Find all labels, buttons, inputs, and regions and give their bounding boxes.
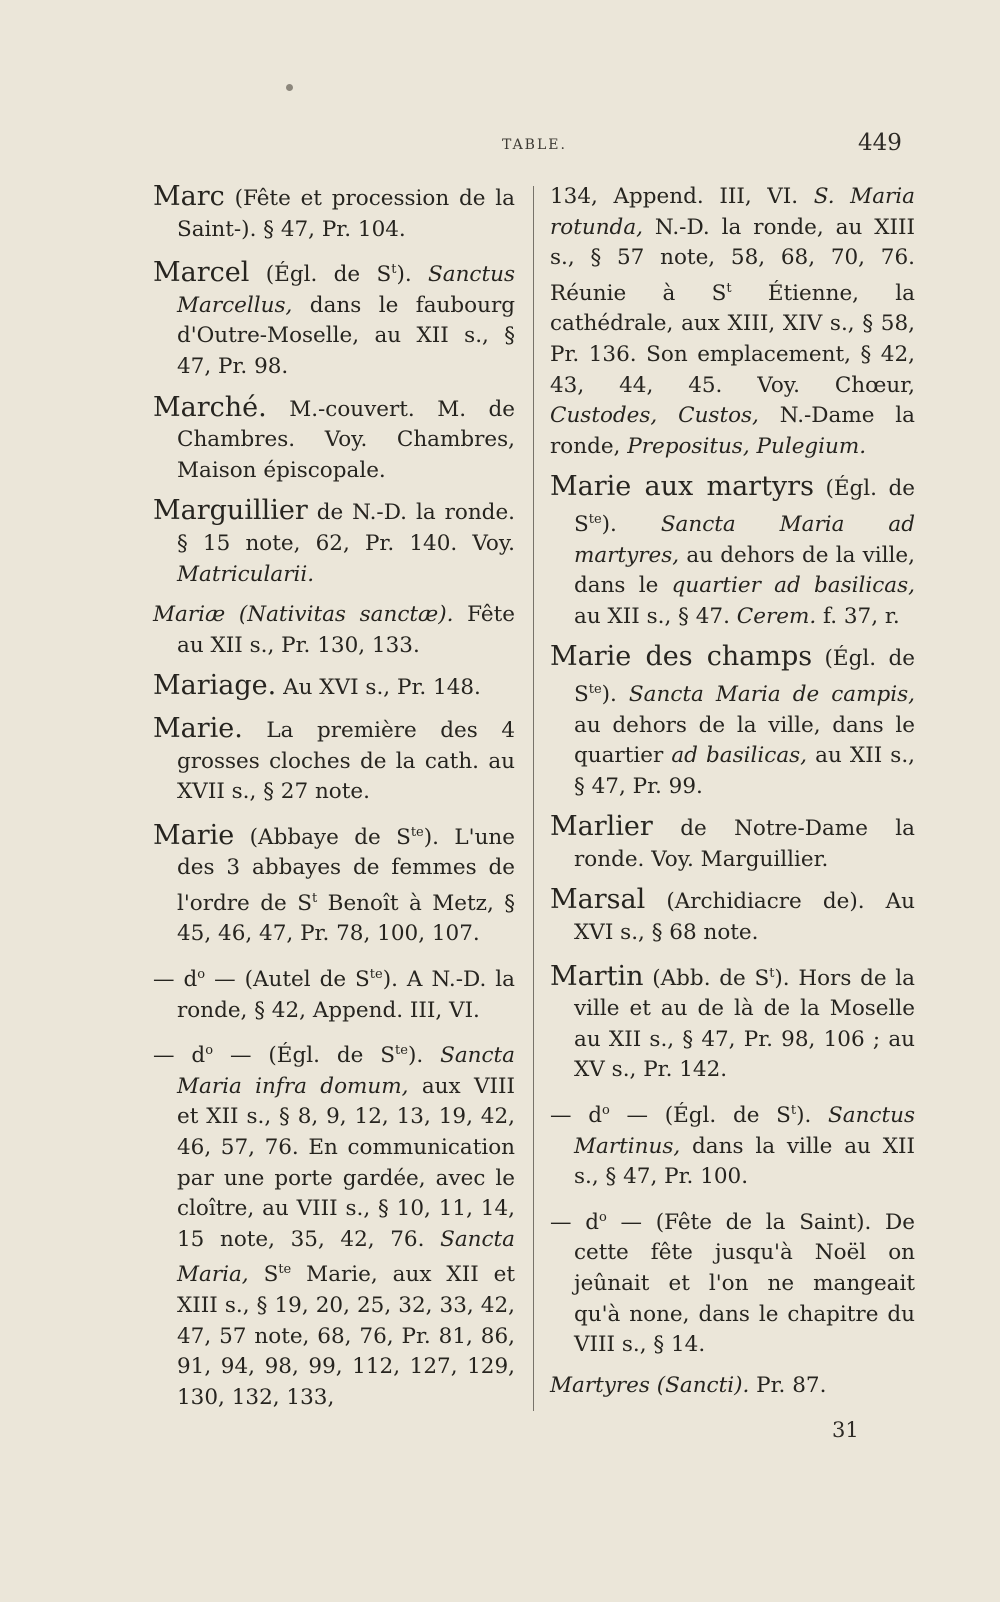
entry-text: La première des 4 grosses cloches de la cath. au XVII s., § 27 note. [177, 717, 515, 805]
entry-text: dans le faubourg d'Outre-Moselle, au XII s., § 47, Pr. 98. [177, 292, 515, 379]
superscript: te [410, 824, 424, 840]
entry-text: (Égl. de S [249, 262, 392, 288]
entry-text: Sancta Maria ad martyres, [574, 511, 915, 568]
entry-text: Marie, aux XII et XIII s., § 19, 20, 25, 32, 33, 42, 47, 57 note, 68, 76, Pr. 81, 86, 91, 94, 98, 99, 112, 127, 129, 130, 132, 133, [177, 1262, 515, 1410]
entry-text: ). [601, 511, 661, 537]
entry-text: — (Égl. de S [213, 1043, 396, 1069]
entry-text: au dehors de la ville, dans le [574, 542, 915, 599]
entry-text: (Archidiacre de). Au XVI s., § 68 note. [574, 889, 915, 946]
superscript: t [311, 890, 318, 906]
superscript: te [369, 967, 383, 983]
entry-headword: Martin [550, 960, 644, 992]
index-entry [550, 472, 915, 632]
signature-mark: 31 [832, 1418, 859, 1442]
superscript: o [205, 1043, 214, 1059]
entry-text: Matricularii. [177, 561, 315, 587]
index-entry [153, 714, 515, 808]
entry-text: Sancta Maria infra domum, [177, 1043, 515, 1099]
superscript: o [598, 1209, 607, 1225]
index-entry [153, 255, 515, 382]
index-entry [153, 182, 515, 245]
superscript: o [197, 967, 206, 983]
entry-text: Sanctus Martinus, [574, 1103, 915, 1159]
entry-text: au XII s., § 47. [574, 603, 737, 629]
right-column [550, 182, 915, 1411]
index-entry [550, 1096, 915, 1193]
entry-text: 134, Append. III, VI. [550, 184, 814, 209]
entry-text: Mariæ (Nativitas sanctæ). [153, 602, 454, 628]
entry-headword: Marie [153, 819, 235, 851]
entry-headword: Marie. [153, 712, 243, 744]
entry-headword: Marlier [550, 811, 653, 843]
superscript: te [278, 1262, 292, 1278]
entry-headword: Marie aux martyrs [550, 471, 814, 503]
entry-text: dans la ville au XII s., § 47, Pr. 100. [574, 1133, 915, 1190]
superscript: t [790, 1103, 797, 1119]
superscript: t [391, 262, 397, 278]
entry-text: ). [407, 1043, 441, 1069]
entry-headword: Marcel [153, 257, 250, 289]
left-column [153, 182, 515, 1423]
entry-text: M.-couvert. M. de Chambres. Voy. Chambres, Maison épiscopale. [177, 396, 515, 483]
entry-text: quartier ad basilicas, [671, 573, 915, 599]
index-entry [153, 496, 515, 590]
index-entry [550, 642, 915, 802]
entry-text: — d [550, 1103, 602, 1129]
index-entry [153, 960, 515, 1026]
entry-text: Benoît à Metz, § 45, 46, 47, Pr. 78, 100, 107. [177, 890, 515, 947]
entry-text: f. 37, r. [816, 603, 900, 629]
entry-text: Fête au XII s., Pr. 130, 133. [177, 602, 515, 658]
superscript: te [588, 681, 602, 697]
entry-text: S. Maria rotunda, [550, 184, 915, 240]
entry-text: Prepositus, Pulegium. [627, 433, 867, 459]
entry-text: — (Égl. de S [609, 1103, 791, 1129]
entry-text: ad basilicas, [671, 743, 808, 769]
entry-text: (Abbaye de S [234, 824, 411, 850]
superscript: te [588, 511, 602, 527]
entry-text: ). [396, 262, 429, 288]
entry-headword: Marsal [550, 884, 646, 916]
entry-text: (Fête et procession de la Saint-). § 47, Pr. 104. [177, 186, 515, 242]
entry-headword: Marie des champs [550, 641, 813, 673]
index-entry [550, 1203, 915, 1361]
entry-text: — (Fête de la Saint). De cette fête jusqu'à Noël on jeûnait et l'on ne mangeait qu'à none, dans le chapitre du VIII s., § 14. [574, 1209, 915, 1358]
entry-text: N.-D. la ronde, au XIII s., § 57 note, 58, 68, 70, 76. Réunie à S [550, 214, 915, 306]
entry-text: Sancta Maria, [177, 1226, 515, 1288]
entry-text: Martyres (Sancti). [550, 1372, 750, 1398]
page-number: 449 [858, 130, 902, 156]
entry-text: S [248, 1262, 279, 1288]
index-entry [550, 959, 915, 1086]
entry-text: Pr. 87. [749, 1372, 827, 1398]
ink-spot [286, 84, 293, 91]
entry-text: (Égl. de S [574, 646, 915, 707]
entry-text: au XII s., § 47, Pr. 99. [574, 743, 916, 799]
superscript: t [769, 965, 775, 981]
entry-text: ). L'une des 3 abbayes de femmes de l'ordre de S [177, 824, 515, 916]
entry-text: N.-Dame la ronde, [550, 403, 915, 459]
column-divider [533, 186, 534, 1411]
running-header: TABLE. [502, 137, 567, 153]
index-entry [153, 393, 515, 487]
entry-text: ). [796, 1103, 829, 1129]
entry-headword: Marc [153, 181, 225, 212]
entry-text: au dehors de la ville, dans le quartier [574, 712, 915, 769]
entry-text: (Égl. de S [574, 476, 915, 537]
superscript: o [601, 1103, 610, 1119]
entry-text: — d [153, 967, 198, 993]
entry-text: Sancta Maria de campis, [628, 681, 915, 707]
index-entry [153, 818, 515, 950]
entry-text: de Notre-Dame la ronde. Voy. Marguillier. [574, 816, 915, 872]
index-entry [153, 671, 515, 704]
entry-text: ). Hors de la ville et au de là de la Moselle au XII s., § 47, Pr. 98, 106 ; au XV s., Pr. 142. [574, 965, 915, 1083]
entry-text: aux VIII et XII s., § 8, 9, 12, 13, 19, 42, 46, 57, 76. En communication par une porte gardée, avec le cloître, au VIII s., § 10, 11, 14, 15 note, 35, 42, 76. [177, 1073, 515, 1252]
entry-headword: Marguillier [153, 495, 308, 527]
entry-text: Au XVI s., Pr. 148. [276, 675, 481, 701]
entry-headword: Marché. [153, 391, 267, 423]
index-entry [153, 600, 515, 661]
entry-text: Cerem. [736, 603, 817, 629]
entry-text: ). [601, 681, 629, 707]
entry-text: de N.-D. la ronde. § 15 note, 62, Pr. 140. Voy. [177, 500, 515, 556]
entry-text: (Abb. de S [643, 965, 770, 991]
entry-text: — d [550, 1209, 599, 1235]
entry-text: — (Autel de S [205, 967, 370, 993]
index-entry [153, 1036, 515, 1413]
index-entry [550, 812, 915, 875]
index-entry [550, 182, 915, 462]
entry-text: — d [153, 1043, 206, 1069]
index-entry [550, 1371, 915, 1402]
entry-text: Étienne, la cathédrale, aux XIII, XIV s., § 58, Pr. 136. Son emplacement, § 42, 43, 44, 45. Voy. Chœur, [550, 280, 915, 398]
index-entry [550, 885, 915, 948]
entry-text: Sanctus Marcellus, [177, 262, 515, 318]
superscript: t [726, 280, 732, 296]
entry-text: Custodes, Custos, [550, 403, 759, 429]
entry-headword: Mariage. [153, 670, 277, 702]
superscript: te [395, 1043, 408, 1059]
entry-text: ). A N.-D. la ronde, § 42, Append. III, VI. [177, 967, 515, 1023]
